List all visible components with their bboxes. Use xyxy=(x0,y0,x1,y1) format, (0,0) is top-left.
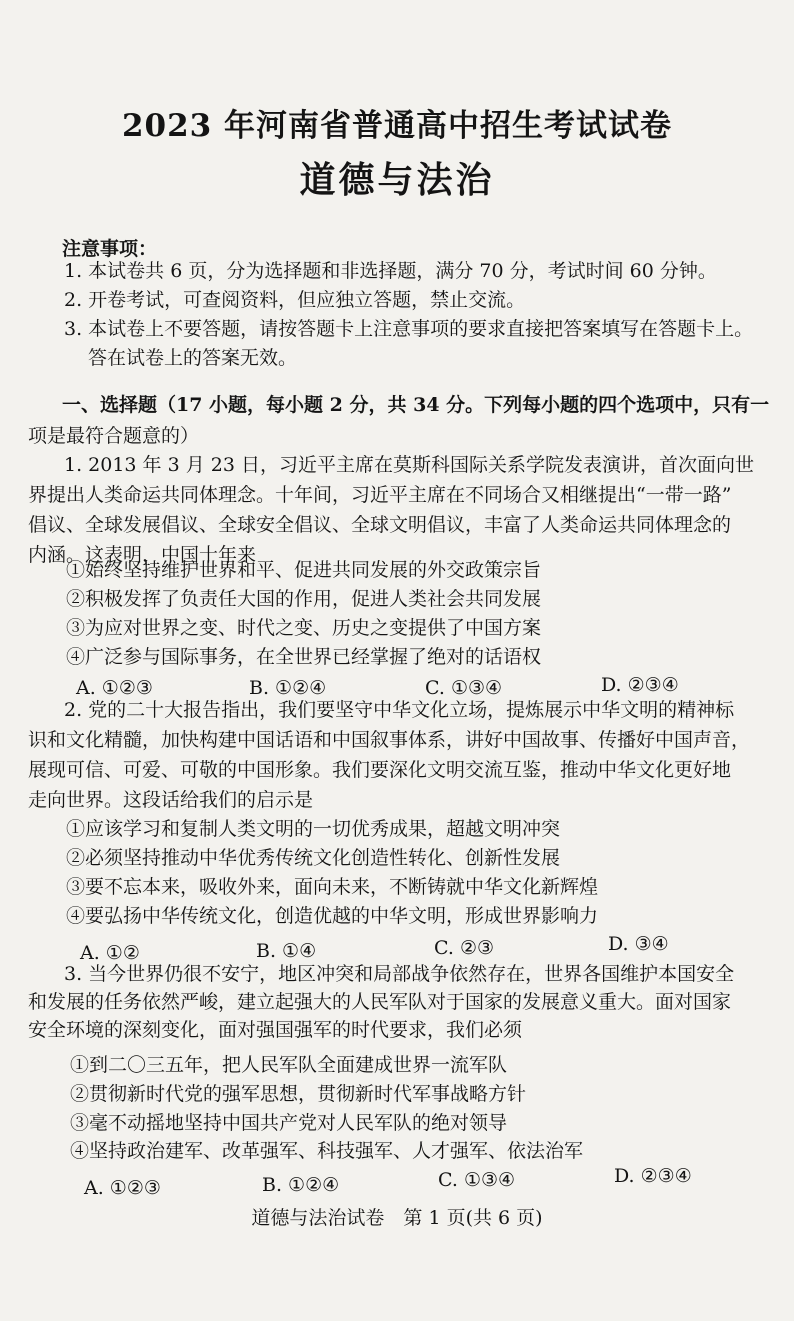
notice-heading: 注意事项： xyxy=(62,238,158,260)
question-2-statement: ④要弘扬中华传统文化，创造优越的中华文明，形成世界影响力 xyxy=(66,905,599,927)
question-2-statement: ①应该学习和复制人类文明的一切优秀成果，超越文明冲突 xyxy=(66,818,561,840)
notice-item: 3. 本试卷上不要答题，请按答题卡上注意事项的要求直接把答案填写在答题卡上。 xyxy=(64,318,754,340)
section-heading: 一、选择题（17 小题，每小题 2 分，共 34 分。下列每小题的四个选项中，只有一 xyxy=(62,394,770,416)
question-1-stem: 1. 2013 年 3 月 23 日，习近平主席在莫斯科国际关系学院发表演讲，首次面向世 xyxy=(64,454,754,476)
question-2-stem: 2. 党的二十大报告指出，我们要坚守中华文化立场，提炼展示中华文明的精神标 xyxy=(64,699,735,721)
question-2-option-d: D. ③④ xyxy=(608,933,669,955)
notice-item: 答在试卷上的答案无效。 xyxy=(88,347,298,369)
question-3-statement: ②贯彻新时代党的强军思想，贯彻新时代军事战略方针 xyxy=(70,1083,527,1105)
question-3-statement: ③毫不动摇地坚持中国共产党对人民军队的绝对领导 xyxy=(70,1112,508,1134)
question-3-option-a: A. ①②③ xyxy=(84,1177,161,1199)
question-3-option-b: B. ①②④ xyxy=(262,1174,340,1196)
question-3-option-c: C. ①③④ xyxy=(438,1169,516,1191)
question-2-statement: ②必须坚持推动中华优秀传统文化创造性转化、创新性发展 xyxy=(66,847,561,869)
question-2-stem: 识和文化精髓，加快构建中国话语和中国叙事体系，讲好中国故事、传播好中国声音， xyxy=(28,729,751,751)
subject-title: 道德与法治 xyxy=(299,159,495,201)
page-footer: 道德与法治试卷 第 1 页(共 6 页) xyxy=(251,1207,543,1229)
question-1-statement: ②积极发挥了负责任大国的作用，促进人类社会共同发展 xyxy=(66,588,542,610)
notice-item: 2. 开卷考试，可查阅资料，但应独立答题，禁止交流。 xyxy=(64,289,526,311)
exam-title: 2023 年河南省普通高中招生考试试卷 xyxy=(121,108,673,144)
question-3-option-d: D. ②③④ xyxy=(614,1165,692,1187)
notice-item: 1. 本试卷共 6 页，分为选择题和非选择题，满分 70 分，考试时间 60 分钟。 xyxy=(64,260,717,282)
question-3-stem: 安全环境的深刻变化，面对强国强军的时代要求，我们必须 xyxy=(28,1019,523,1041)
question-2-option-c: C. ②③ xyxy=(434,937,495,959)
question-1-stem: 倡议、全球发展倡议、全球安全倡议、全球文明倡议，丰富了人类命运共同体理念的 xyxy=(28,514,732,536)
question-2-statement: ③要不忘本来，吸收外来，面向未来，不断铸就中华文化新辉煌 xyxy=(66,876,599,898)
question-1-option-c: C. ①③④ xyxy=(425,677,503,699)
section-heading-cont: 项是最符合题意的） xyxy=(28,425,200,447)
question-1-stem: 内涵。这表明，中国十年来 xyxy=(28,544,257,566)
question-1-statement: ①始终坚持维护世界和平、促进共同发展的外交政策宗旨 xyxy=(66,559,542,581)
question-1-option-d: D. ②③④ xyxy=(601,674,679,696)
question-2-option-b: B. ①④ xyxy=(256,940,317,962)
question-1-option-a: A. ①②③ xyxy=(76,677,153,699)
question-1-statement: ③为应对世界之变、时代之变、历史之变提供了中国方案 xyxy=(66,617,542,639)
question-3-statement: ①到二〇三五年，把人民军队全面建成世界一流军队 xyxy=(70,1054,508,1076)
question-3-statement: ④坚持政治建军、改革强军、科技强军、人才强军、依法治军 xyxy=(70,1140,584,1162)
question-3-stem: 和发展的任务依然严峻，建立起强大的人民军队对于国家的发展意义重大。面对国家 xyxy=(28,991,732,1013)
question-2-stem: 展现可信、可爱、可敬的中国形象。我们要深化文明交流互鉴，推动中华文化更好地 xyxy=(28,759,732,781)
question-2-option-a: A. ①② xyxy=(80,942,140,964)
question-2-stem: 走向世界。这段话给我们的启示是 xyxy=(28,789,314,811)
question-1-statement: ④广泛参与国际事务，在全世界已经掌握了绝对的话语权 xyxy=(66,646,542,668)
question-1-option-b: B. ①②④ xyxy=(249,677,327,699)
question-1-stem: 界提出人类命运共同体理念。十年间，习近平主席在不同场合又相继提出“一带一路” xyxy=(28,484,732,506)
question-3-stem: 3. 当今世界仍很不安宁，地区冲突和局部战争依然存在，世界各国维护本国安全 xyxy=(64,963,735,985)
